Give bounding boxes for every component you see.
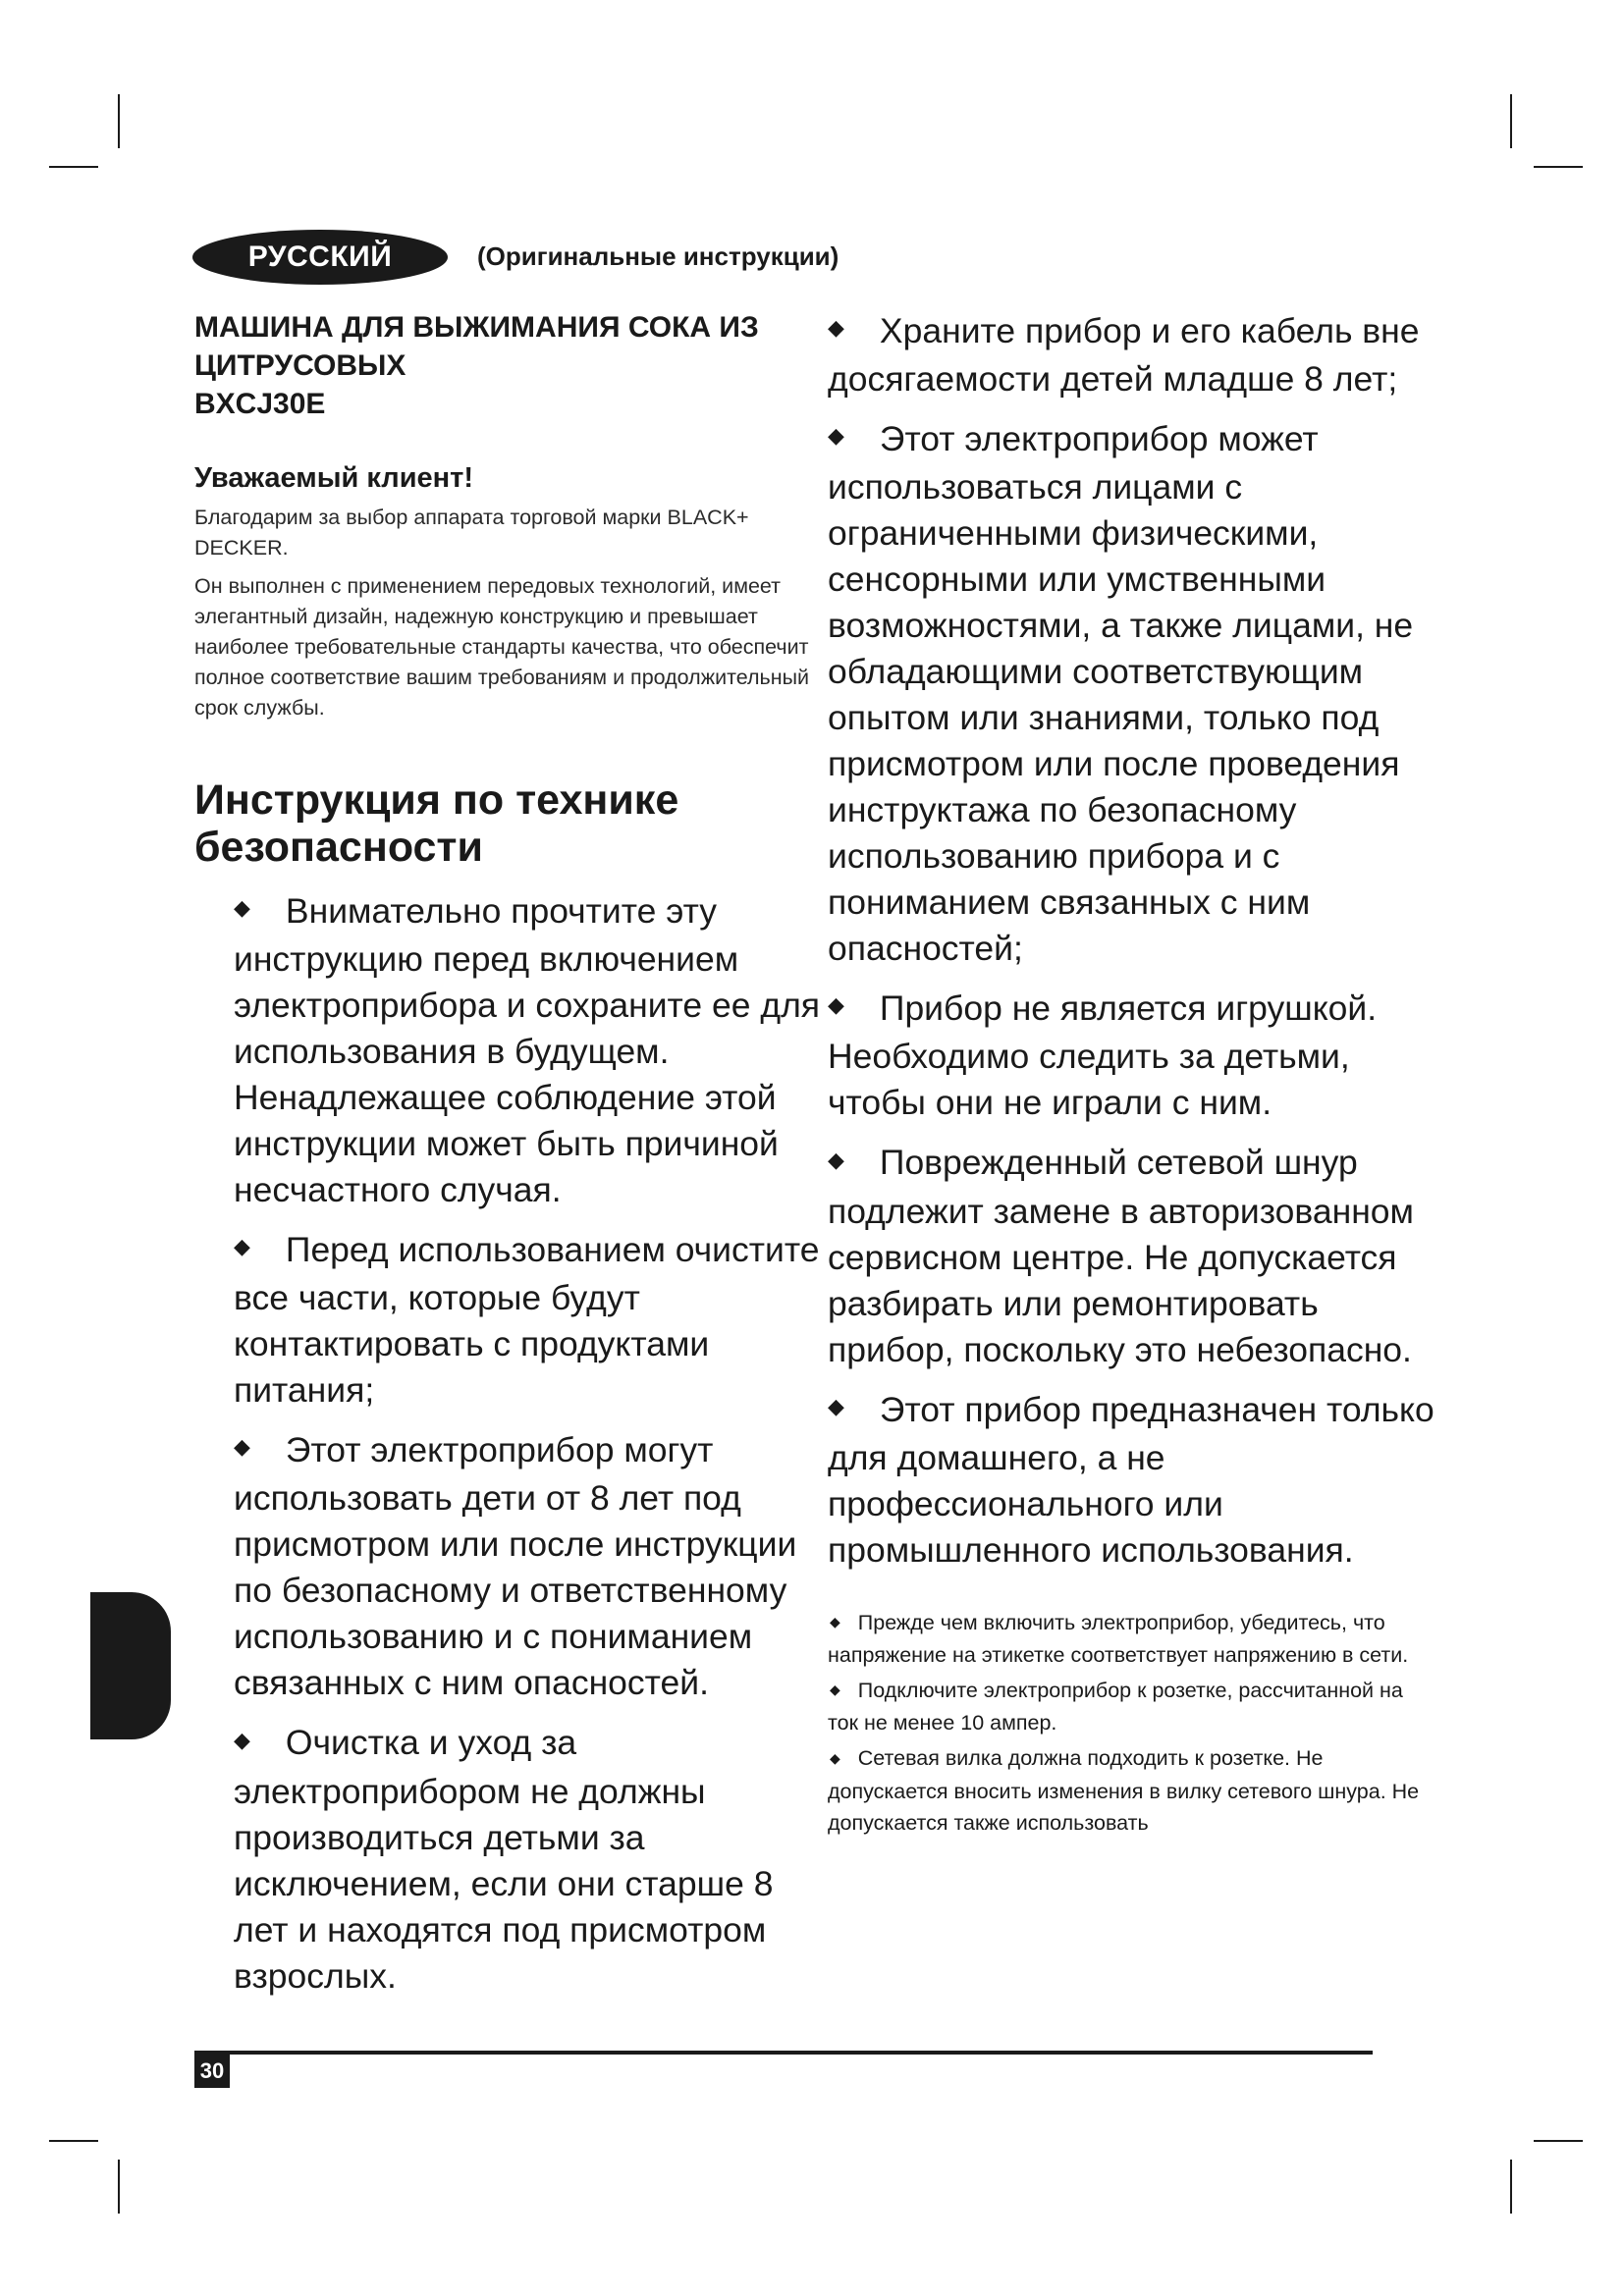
product-title: [194, 308, 823, 423]
crop-mark-top-left-h: [49, 166, 98, 168]
diamond-bullet-icon: ◆: [828, 423, 844, 449]
list-item: ◆ Внимательно прочтите эту инструкцию перед включением электроприбора и сохраните ее для использования в будущем. Ненадлежащее соблюдение этой инструкции может быть причиной несчастного случая.: [194, 888, 823, 1213]
page-number: 30: [194, 2055, 230, 2088]
language-badge: [192, 230, 448, 285]
right-column: [828, 308, 1436, 1842]
diamond-bullet-icon: ◆: [830, 1682, 840, 1698]
crop-mark-top-left-v: [118, 94, 120, 148]
list-item: ◆ Прежде чем включить электроприбор, убедитесь, что напряжение на этикетке соответствует напряжению в сети.: [828, 1607, 1436, 1671]
list-item: ◆ Этот прибор предназначен только для домашнего, а не профессионального или промышленного использования.: [828, 1387, 1436, 1574]
diamond-bullet-icon: ◆: [828, 315, 844, 341]
diamond-bullet-icon: ◆: [830, 1749, 840, 1766]
safety-heading: Инструкция по технике безопасности: [194, 776, 679, 871]
diamond-bullet-icon: ◆: [828, 1147, 844, 1172]
crop-mark-bottom-left-h: [49, 2140, 98, 2142]
crop-mark-bottom-right-h: [1534, 2140, 1583, 2142]
crop-mark-top-right-v: [1510, 94, 1512, 148]
list-item: ◆ Этот электроприбор могут использовать дети от 8 лет под присмотром или после инструкции по безопасному и ответственному использованию и с пониманием связанных с ним опасностей.: [194, 1427, 823, 1706]
product-title-line2: ЦИТРУСОВЫХ: [194, 349, 406, 382]
diamond-bullet-icon: ◆: [828, 1393, 844, 1418]
list-item: ◆ Очистка и уход за электроприбором не должны производиться детьми за исключением, если они старше 8 лет и находятся под присмотром взрослых.: [194, 1720, 823, 1999]
list-item: ◆ Поврежденный сетевой шнур подлежит замене в авторизованном сервисном центре. Не допускается разбирать или ремонтировать прибор, поскольку это небезопасно.: [828, 1140, 1436, 1372]
diamond-bullet-icon: ◆: [234, 895, 250, 921]
crop-mark-top-right-h: [1534, 166, 1583, 168]
product-title-line1: МАШИНА ДЛЯ ВЫЖИМАНИЯ СОКА ИЗ: [194, 311, 759, 344]
crop-mark-bottom-right-v: [1510, 2160, 1512, 2214]
list-item: ◆ Этот электроприбор может использоваться лицами с ограниченными физическими, сенсорными или умственными возможностями, а также лицами, не обладающими соответствующим опытом или знаниями, только под присмотром или после проведения инструктажа по безопасному использованию прибора и с пониманием связанных с ним опасностей;: [828, 416, 1436, 972]
diamond-bullet-icon: ◆: [234, 1434, 250, 1460]
original-instructions-label: (Оригинальные инструкции): [477, 241, 839, 271]
electrical-notes-list: [828, 1607, 1436, 1839]
diamond-bullet-icon: ◆: [830, 1613, 840, 1629]
list-item: ◆ Сетевая вилка должна подходить к розетке. Не допускается вносить изменения в вилку сетевого шнура. Не допускается также использовать: [828, 1742, 1436, 1838]
crop-mark-bottom-left-v: [118, 2160, 120, 2214]
diamond-bullet-icon: ◆: [234, 1234, 250, 1259]
product-model: BXCJ30E: [194, 388, 326, 420]
safety-list-right: [828, 308, 1436, 1574]
footer-rule: [194, 2051, 1373, 2055]
diamond-bullet-icon: ◆: [234, 1727, 250, 1752]
list-item: ◆ Прибор не является игрушкой. Необходимо следить за детьми, чтобы они не играли с ним.: [828, 986, 1436, 1126]
diamond-bullet-icon: ◆: [828, 992, 844, 1018]
language-label: РУССКИЙ: [247, 240, 393, 273]
list-item: ◆ Перед использованием очистите все части, которые будут контактировать с продуктами питания;: [194, 1227, 823, 1414]
greeting: Уважаемый клиент!: [194, 462, 474, 494]
intro-paragraph-2: Он выполнен с применением передовых технологий, имеет элегантный дизайн, надежную конструкцию и превышает наиболее требовательные стандарты качества, что обеспечит полное соответствие вашим требованиям и продолжительный срок службы.: [194, 574, 810, 720]
section-tab-marker: [90, 1592, 171, 1739]
intro-paragraph-1: Благодарим за выбор аппарата торговой марки BLACK+ DECKER.: [194, 506, 749, 560]
list-item: ◆ Подключите электроприбор к розетке, рассчитанной на ток не менее 10 ампер.: [828, 1675, 1436, 1738]
left-column: [194, 308, 823, 2013]
safety-list-left: [194, 888, 823, 2000]
list-item: ◆ Храните прибор и его кабель вне досягаемости детей младше 8 лет;: [828, 308, 1436, 402]
